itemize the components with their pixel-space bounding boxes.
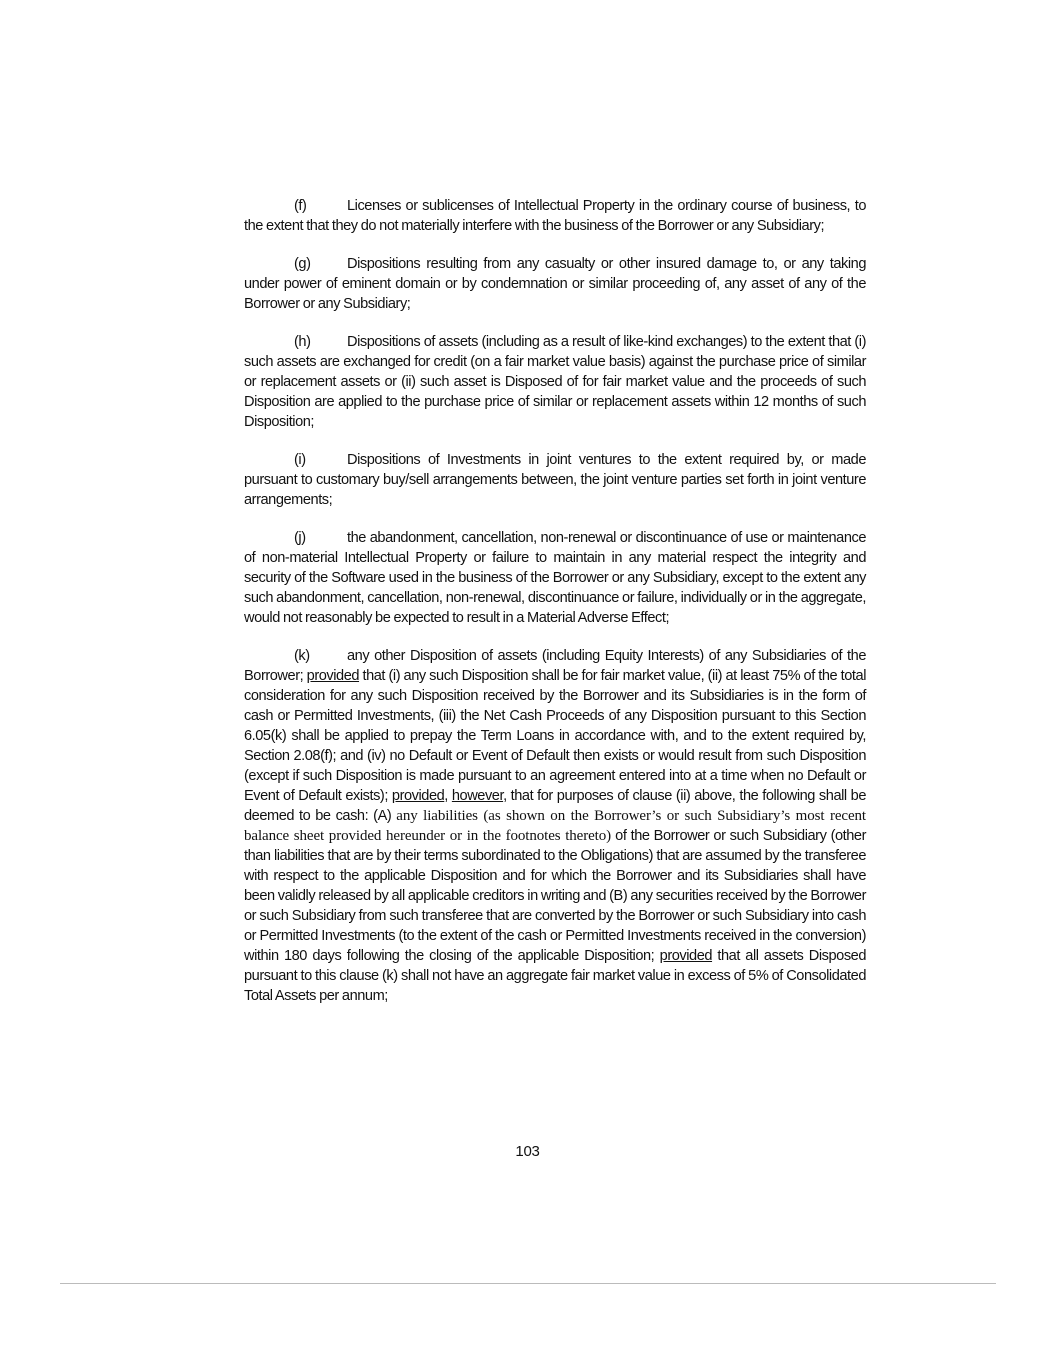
clause-k [244, 646, 866, 1006]
underlined-term: however [451, 788, 504, 804]
clause-text: that (i) any such Disposition shall be for fair market value, (ii) at least 75% of the total consideration for any such Disposition received by the Borrower and its Subsidiaries is in the form of cash or Permitted Investments, (iii) the Net Cash Proceeds of any Disposition pursuant to this Section 6.05(k) shall be applied to prepay the Term Loans in accordance with, and to the extent required by, Section 2.08(f); and (iv) no Default or Event of Default then exists or would result from such Disposition (except if such Disposition is made pursuant to an agreement entered into at a time when no Default or Event of Default exists); [244, 668, 866, 804]
clause-text: , that for purposes of clause (ii) above, the following shall be deemed to be cash: (A) [244, 788, 866, 824]
clause-label: (f) [294, 198, 307, 214]
clause-label: (h) [294, 334, 311, 350]
document-body [244, 196, 866, 1024]
clause-text: of the Borrower or such Subsidiary (other than liabilities that are by their terms subordinated to the Obligations) that are assumed by the transferee with respect to the applicable Disposition and for which the Borrower and its Subsidiaries shall have been validly released by all applicable creditors in writing and (B) any securities received by the Borrower or such Subsidiary from such transferee that are converted by the Borrower or such Subsidiary into cash or Permitted Investments (to the extent of the cash or Permitted Investments received in the conversion) within 180 days following the closing of the applicable Disposition; [244, 828, 866, 964]
page-divider [60, 1283, 996, 1284]
underlined-term: provided [306, 668, 360, 684]
clause-text: Dispositions resulting from any casualty or other insured damage to, or any taking under power of eminent domain or by condemnation or similar proceeding of, any asset of any of the Borrower or any Subsidiary; [244, 256, 866, 312]
clause-j [244, 528, 866, 628]
underlined-term: provided [659, 948, 713, 964]
clause-g [244, 254, 866, 314]
clause-f [244, 196, 866, 236]
clause-text: any other Disposition of assets (including Equity Interests) of any Subsidiaries of the Borrower; [244, 648, 866, 684]
clause-text: that all assets Disposed pursuant to this clause (k) shall not have an aggregate fair market value in excess of 5% of Consolidated Total Assets per annum; [244, 948, 866, 1004]
clause-text: Dispositions of Investments in joint ventures to the extent required by, or made pursuant to customary buy/sell arrangements between, the joint venture parties set forth in joint venture arrangements; [244, 452, 866, 508]
clause-label: (g) [294, 256, 311, 272]
clause-text: , [444, 788, 452, 804]
page-number: 103 [515, 1143, 540, 1160]
clause-label: (i) [294, 452, 306, 468]
clause-text: the abandonment, cancellation, non-renewal or discontinuance of use or maintenance of non-material Intellectual Property or failure to maintain in any material respect the integrity and security of the Software used in the business of the Borrower or any Subsidiary, except to the extent any such abandonment, cancellation, non-renewal, discontinuance or failure, individually or in the aggregate, would not reasonably be expected to result in a Material Adverse Effect; [244, 530, 866, 626]
underlined-term: provided [391, 788, 445, 804]
clause-text: Licenses or sublicenses of Intellectual Property in the ordinary course of business, to the extent that they do not materially interfere with the business of the Borrower or any Subsidiary; [244, 198, 866, 234]
clause-h [244, 332, 866, 432]
inserted-serif-text: any liabilities (as shown on the Borrower’s or such Subsidiary’s most recent balance sheet provided hereunder or in the footnotes thereto) [244, 808, 866, 844]
clause-i [244, 450, 866, 510]
clause-label: (k) [294, 648, 310, 664]
clause-label: (j) [294, 530, 306, 546]
clause-text: Dispositions of assets (including as a result of like-kind exchanges) to the extent that (i) such assets are exchanged for credit (on a fair market value basis) against the purchase price of similar or replacement assets or (ii) such asset is Disposed of for fair market value and the proceeds of such Disposition are applied to the purchase price of similar or replacement assets within 12 months of such Disposition; [244, 334, 866, 430]
